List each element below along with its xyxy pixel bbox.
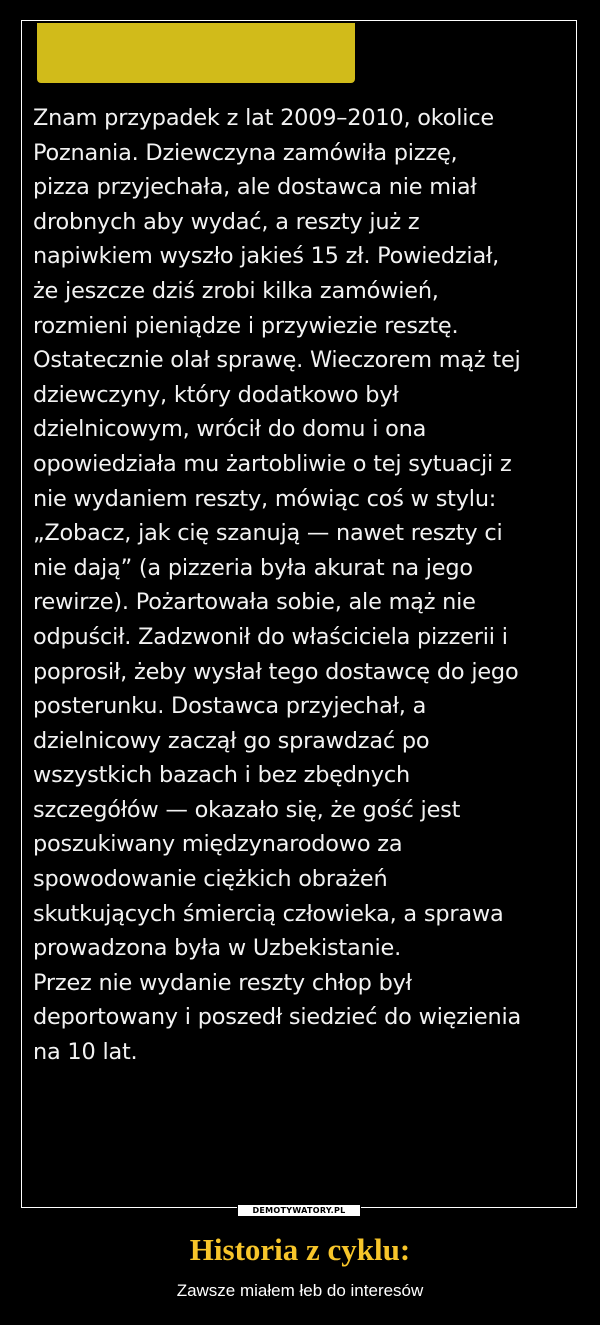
caption-title: Historia z cyklu:	[189, 1232, 411, 1267]
story-line: dzielnicowy zaczął go sprawdzać po	[33, 727, 430, 754]
story-line: dzielnicowym, wrócił do domu i ona	[33, 416, 427, 443]
story-line: spowodowanie ciężkich obrażeń	[33, 866, 388, 893]
story-line: że jeszcze dziś zrobi kilka zamówień,	[33, 277, 439, 304]
story-line: poprosił, żeby wysłał tego dostawcę do jego	[33, 658, 519, 685]
story-line: „Zobacz, jak cię szanują — nawet reszty ci	[33, 520, 503, 547]
story-line: Ostatecznie olał sprawę. Wieczorem mąż tej	[33, 347, 521, 374]
redaction-bar	[37, 23, 355, 83]
story-line: Poznania. Dziewczyna zamówiła pizzę,	[33, 139, 458, 166]
story-line: odpuścił. Zadzwonił do właściciela pizzerii i	[33, 623, 508, 650]
story-line: Znam przypadek z lat 2009–2010, okolice	[33, 105, 495, 131]
story-line: nie dają” (a pizzeria była akurat na jego	[33, 554, 473, 581]
story-line: szczegółów — okazało się, że gość jest	[33, 796, 461, 823]
demotivator-frame	[21, 20, 577, 1208]
story-line: dziewczyny, który dodatkowo był	[33, 381, 399, 408]
story-line: deportowany i poszedł siedzieć do więzienia	[33, 1004, 521, 1031]
caption-subtitle: Zawsze miałem łeb do interesów	[176, 1281, 424, 1300]
story-line: prowadzona była w Uzbekistanie.	[33, 935, 402, 962]
story-text	[33, 101, 571, 1070]
story-line: rewirze). Pożartowała sobie, ale mąż nie	[33, 589, 476, 616]
story-line: opowiedziała mu żartobliwie o tej sytuacji z	[33, 450, 512, 477]
story-line: Przez nie wydanie reszty chłop był	[33, 969, 412, 996]
story-line: drobnych aby wydać, a reszty już z	[33, 208, 420, 235]
story-line: nie wydaniem reszty, mówiąc coś w stylu:	[33, 485, 497, 512]
story-line: posterunku. Dostawca przyjechał, a	[33, 693, 427, 720]
story-line: wszystkich bazach i bez zbędnych	[33, 762, 410, 789]
story-line: na 10 lat.	[33, 1039, 138, 1066]
story-line: napiwkiem wyszło jakieś 15 zł. Powiedział,	[33, 243, 500, 270]
story-line: rozmieni pieniądze i przywiezie resztę.	[33, 312, 459, 339]
story-line: skutkujących śmiercią człowieka, a sprawa	[33, 900, 504, 927]
story-line: pizza przyjechała, ale dostawca nie miał	[33, 174, 477, 201]
watermark-label: DEMOTYWATORY.PL	[237, 1204, 361, 1217]
story-line: poszukiwany międzynarodowo za	[33, 831, 403, 858]
